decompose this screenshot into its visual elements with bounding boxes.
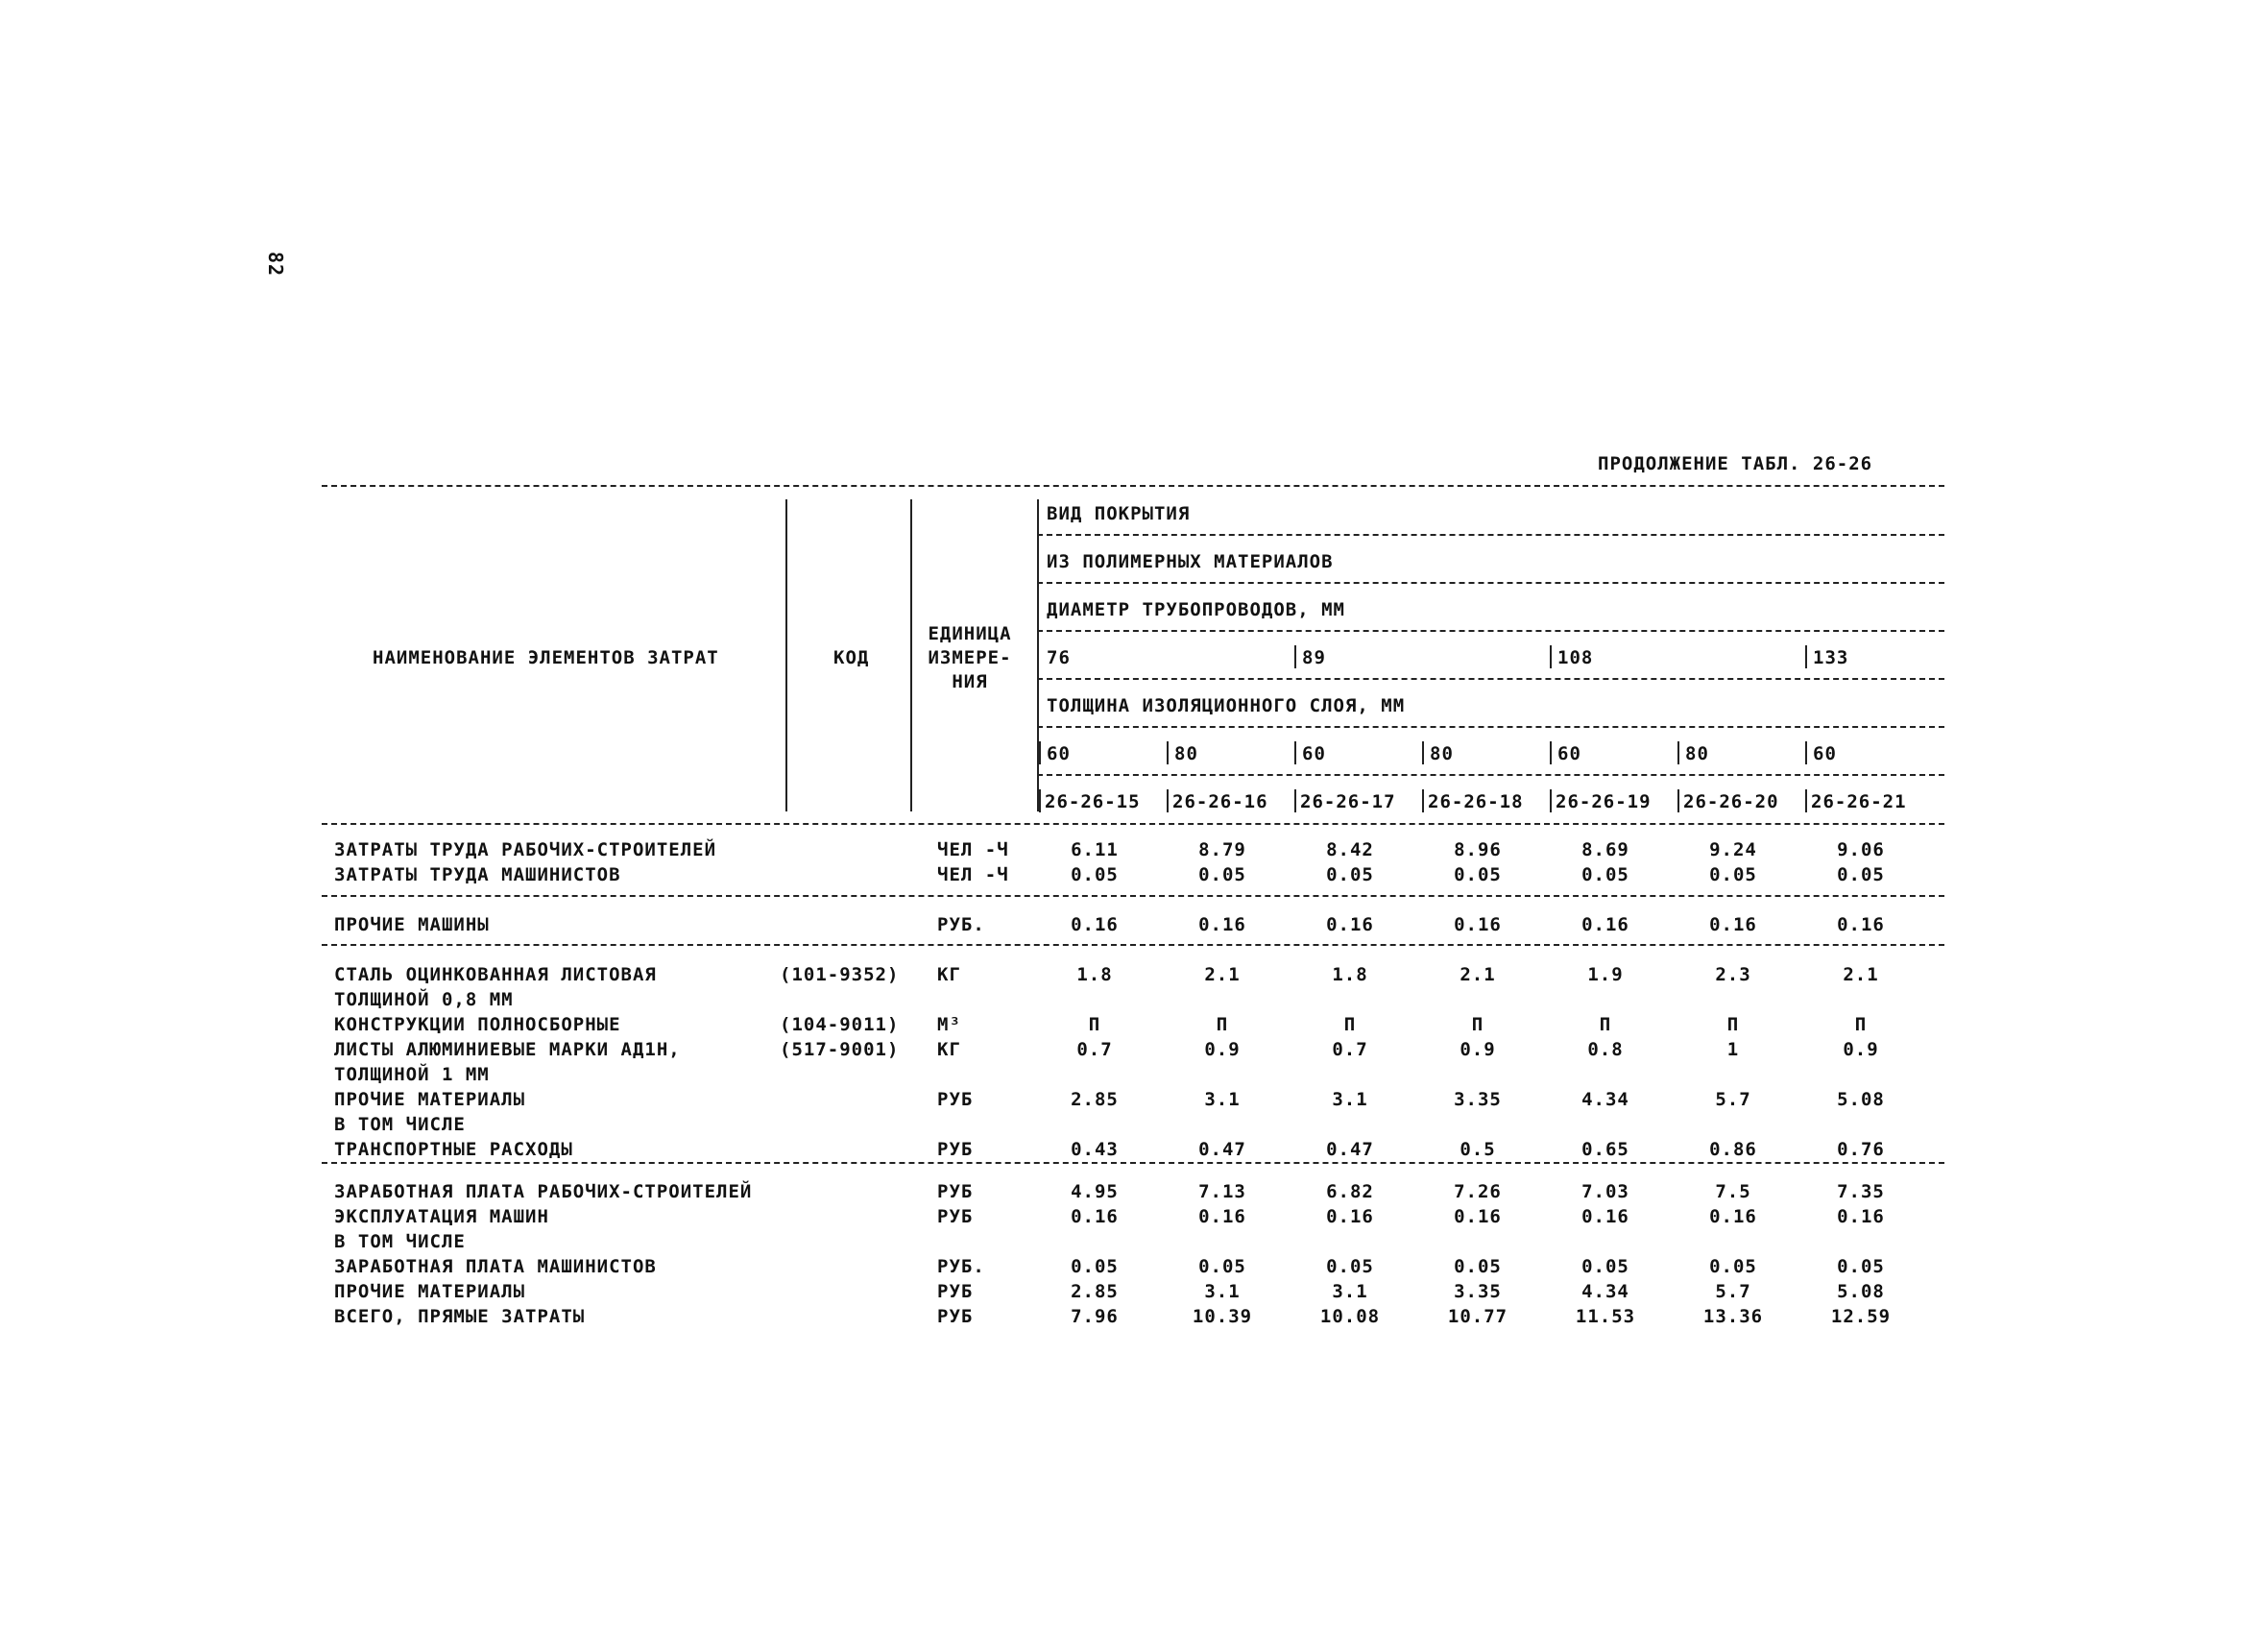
row-value: 3.35 xyxy=(1454,1281,1502,1302)
header-price-code: 26-26-18 xyxy=(1428,791,1524,812)
code-divider xyxy=(1039,789,1041,812)
row-value: П xyxy=(1216,1014,1229,1035)
row-value: 5.7 xyxy=(1715,1089,1751,1110)
row-value: 0.7 xyxy=(1332,1039,1368,1060)
thickness-divider xyxy=(1422,741,1424,764)
code-divider xyxy=(1422,789,1424,812)
row-name: СТАЛЬ ОЦИНКОВАННАЯ ЛИСТОВАЯ xyxy=(334,964,657,985)
row-unit: РУБ xyxy=(937,1139,974,1160)
header-rule-5 xyxy=(1037,726,1944,728)
row-value: 8.79 xyxy=(1198,839,1246,860)
row-value: 0.05 xyxy=(1071,1256,1119,1277)
header-thickness-value: 80 xyxy=(1685,743,1709,764)
row-name: ПРОЧИЕ МАТЕРИАЛЫ xyxy=(334,1281,526,1302)
row-value: 0.05 xyxy=(1326,864,1374,885)
row-value: П xyxy=(1343,1014,1357,1035)
row-value: 10.39 xyxy=(1192,1306,1253,1327)
row-name: В ТОМ ЧИСЛЕ xyxy=(334,1231,466,1252)
row-value: 12.59 xyxy=(1830,1306,1892,1327)
row-unit: КГ xyxy=(937,1039,961,1060)
row-value: 4.34 xyxy=(1581,1089,1629,1110)
row-unit: РУБ xyxy=(937,1181,974,1202)
row-value: 7.26 xyxy=(1454,1181,1502,1202)
code-divider xyxy=(1677,789,1679,812)
row-value: 0.76 xyxy=(1837,1139,1885,1160)
row-value: 0.16 xyxy=(1454,914,1502,935)
row-value: 2.1 xyxy=(1460,964,1496,985)
row-value: 0.65 xyxy=(1581,1139,1629,1160)
row-value: 3.1 xyxy=(1204,1281,1241,1302)
thickness-divider xyxy=(1039,741,1041,764)
diameter-divider xyxy=(1550,645,1552,668)
code-col-divider xyxy=(910,499,912,811)
row-value: 0.16 xyxy=(1709,1206,1757,1227)
header-rule-6 xyxy=(1037,774,1944,776)
row-value: 0.05 xyxy=(1837,864,1885,885)
header-thickness-value: 60 xyxy=(1813,743,1837,764)
row-name: ТОЛЩИНОЙ 0,8 ММ xyxy=(334,989,514,1010)
header-code: КОД xyxy=(833,647,870,668)
header-diameter-89: 89 xyxy=(1302,647,1326,668)
section-rule xyxy=(322,895,1944,897)
row-value: 0.9 xyxy=(1460,1039,1496,1060)
header-thickness-value: 60 xyxy=(1047,743,1071,764)
values-area-divider xyxy=(1037,499,1039,811)
code-divider xyxy=(1294,789,1296,812)
row-name: ВСЕГО, ПРЯМЫЕ ЗАТРАТЫ xyxy=(334,1306,586,1327)
code-divider xyxy=(1550,789,1552,812)
row-name: В ТОМ ЧИСЛЕ xyxy=(334,1114,466,1135)
thickness-divider xyxy=(1805,741,1807,764)
row-value: 1.8 xyxy=(1332,964,1368,985)
thickness-divider xyxy=(1167,741,1169,764)
row-value: 2.1 xyxy=(1843,964,1879,985)
header-name: НАИМЕНОВАНИЕ ЭЛЕМЕНТОВ ЗАТРАТ xyxy=(373,647,719,668)
row-value: 1.8 xyxy=(1076,964,1113,985)
row-value: 9.24 xyxy=(1709,839,1757,860)
row-value: 3.1 xyxy=(1204,1089,1241,1110)
row-value: 0.5 xyxy=(1460,1139,1496,1160)
header-thickness-value: 80 xyxy=(1174,743,1198,764)
header-rule-2 xyxy=(1037,582,1944,584)
row-value: 2.1 xyxy=(1204,964,1241,985)
row-value: 3.1 xyxy=(1332,1281,1368,1302)
row-unit: РУБ xyxy=(937,1281,974,1302)
page-number: 82 xyxy=(264,252,287,278)
table-top-rule xyxy=(322,485,1944,487)
row-value: 5.08 xyxy=(1837,1281,1885,1302)
row-value: 0.16 xyxy=(1581,914,1629,935)
row-unit: ЧЕЛ -Ч xyxy=(937,864,1009,885)
row-value: П xyxy=(1854,1014,1868,1035)
row-value: 0.16 xyxy=(1581,1206,1629,1227)
row-value: 5.7 xyxy=(1715,1281,1751,1302)
header-price-code: 26-26-19 xyxy=(1556,791,1652,812)
row-name: ЗАРАБОТНАЯ ПЛАТА МАШИНИСТОВ xyxy=(334,1256,657,1277)
header-cover-material: ИЗ ПОЛИМЕРНЫХ МАТЕРИАЛОВ xyxy=(1047,551,1334,572)
row-value: 1.9 xyxy=(1587,964,1624,985)
row-unit: РУБ xyxy=(937,1206,974,1227)
row-value: 0.05 xyxy=(1837,1256,1885,1277)
diameter-divider xyxy=(1805,645,1807,668)
row-value: 0.16 xyxy=(1198,914,1246,935)
row-value: 7.03 xyxy=(1581,1181,1629,1202)
row-value: 3.35 xyxy=(1454,1089,1502,1110)
row-value: 0.05 xyxy=(1454,1256,1502,1277)
row-value: 0.47 xyxy=(1198,1139,1246,1160)
row-value: 13.36 xyxy=(1702,1306,1764,1327)
row-value: 11.53 xyxy=(1575,1306,1636,1327)
row-name: ТОЛЩИНОЙ 1 ММ xyxy=(334,1064,490,1085)
row-value: 0.05 xyxy=(1454,864,1502,885)
header-thickness-label: ТОЛЩИНА ИЗОЛЯЦИОННОГО СЛОЯ, ММ xyxy=(1047,695,1406,716)
row-value: 3.1 xyxy=(1332,1089,1368,1110)
row-unit: РУБ xyxy=(937,1089,974,1110)
row-unit: РУБ. xyxy=(937,914,985,935)
row-value: 0.9 xyxy=(1204,1039,1241,1060)
code-divider xyxy=(1167,789,1169,812)
header-price-code: 26-26-17 xyxy=(1300,791,1396,812)
row-value: 10.08 xyxy=(1319,1306,1381,1327)
row-value: 8.42 xyxy=(1326,839,1374,860)
row-value: П xyxy=(1088,1014,1101,1035)
row-name: ЭКСПЛУАТАЦИЯ МАШИН xyxy=(334,1206,549,1227)
row-value: 2.85 xyxy=(1071,1089,1119,1110)
row-value: 0.16 xyxy=(1326,1206,1374,1227)
header-rule-3 xyxy=(1037,630,1944,632)
row-value: 0.16 xyxy=(1709,914,1757,935)
row-value: 0.16 xyxy=(1071,1206,1119,1227)
row-value: 0.16 xyxy=(1326,914,1374,935)
row-unit: М³ xyxy=(937,1014,961,1035)
row-value: 7.35 xyxy=(1837,1181,1885,1202)
header-thickness-value: 60 xyxy=(1302,743,1326,764)
row-value: 0.86 xyxy=(1709,1139,1757,1160)
header-diameter-76: 76 xyxy=(1047,647,1071,668)
row-value: 2.85 xyxy=(1071,1281,1119,1302)
row-unit: РУБ. xyxy=(937,1256,985,1277)
header-rule-4 xyxy=(1037,678,1944,680)
row-value: 7.5 xyxy=(1715,1181,1751,1202)
row-name: ЗАТРАТЫ ТРУДА МАШИНИСТОВ xyxy=(334,864,621,885)
section-rule xyxy=(322,944,1944,946)
header-price-code: 26-26-16 xyxy=(1172,791,1268,812)
row-value: П xyxy=(1726,1014,1740,1035)
row-name: ЗАРАБОТНАЯ ПЛАТА РАБОЧИХ-СТРОИТЕЛЕЙ xyxy=(334,1181,753,1202)
code-divider xyxy=(1805,789,1807,812)
row-value: 0.05 xyxy=(1198,864,1246,885)
row-value: 4.95 xyxy=(1071,1181,1119,1202)
header-unit-line-2: ИЗМЕРЕ- xyxy=(928,647,1012,668)
row-resource-code: (101-9352) xyxy=(780,964,900,985)
row-name: ПРОЧИЕ МАШИНЫ xyxy=(334,914,490,935)
row-value: 0.43 xyxy=(1071,1139,1119,1160)
row-name: ЗАТРАТЫ ТРУДА РАБОЧИХ-СТРОИТЕЛЕЙ xyxy=(334,839,717,860)
row-value: 0.7 xyxy=(1076,1039,1113,1060)
row-resource-code: (517-9001) xyxy=(780,1039,900,1060)
thickness-divider xyxy=(1677,741,1679,764)
row-name: КОНСТРУКЦИИ ПОЛНОСБОРНЫЕ xyxy=(334,1014,621,1035)
row-value: 2.3 xyxy=(1715,964,1751,985)
row-value: 0.05 xyxy=(1198,1256,1246,1277)
row-unit: КГ xyxy=(937,964,961,985)
section-rule xyxy=(322,1162,1944,1164)
row-value: 9.06 xyxy=(1837,839,1885,860)
header-unit-line-1: ЕДИНИЦА xyxy=(928,623,1012,644)
row-value: 8.69 xyxy=(1581,839,1629,860)
header-price-code: 26-26-20 xyxy=(1683,791,1779,812)
row-value: 0.05 xyxy=(1709,864,1757,885)
header-diameter-133: 133 xyxy=(1813,647,1849,668)
thickness-divider xyxy=(1550,741,1552,764)
table-caption: ПРОДОЛЖЕНИЕ ТАБЛ. 26-26 xyxy=(1598,453,1873,474)
row-unit: ЧЕЛ -Ч xyxy=(937,839,1009,860)
row-unit: РУБ xyxy=(937,1306,974,1327)
row-value: 0.16 xyxy=(1198,1206,1246,1227)
header-diameter-108: 108 xyxy=(1557,647,1594,668)
header-price-code: 26-26-15 xyxy=(1045,791,1141,812)
diameter-divider xyxy=(1294,645,1296,668)
row-value: 0.05 xyxy=(1581,1256,1629,1277)
row-value: 7.96 xyxy=(1071,1306,1119,1327)
row-value: П xyxy=(1599,1014,1612,1035)
row-value: 0.05 xyxy=(1326,1256,1374,1277)
header-rule-1 xyxy=(1037,534,1944,536)
row-value: 0.05 xyxy=(1581,864,1629,885)
row-value: 0.47 xyxy=(1326,1139,1374,1160)
row-name: ЛИСТЫ АЛЮМИНИЕВЫЕ МАРКИ АД1Н, xyxy=(334,1039,681,1060)
row-value: 10.77 xyxy=(1447,1306,1508,1327)
row-value: 5.08 xyxy=(1837,1089,1885,1110)
row-value: 4.34 xyxy=(1581,1281,1629,1302)
row-value: 6.11 xyxy=(1071,839,1119,860)
header-thickness-value: 80 xyxy=(1430,743,1454,764)
row-value: 0.16 xyxy=(1837,914,1885,935)
name-col-divider xyxy=(785,499,787,811)
row-value: 7.13 xyxy=(1198,1181,1246,1202)
row-value: 0.16 xyxy=(1837,1206,1885,1227)
row-value: 1 xyxy=(1726,1039,1740,1060)
header-price-code: 26-26-21 xyxy=(1811,791,1907,812)
header-thickness-value: 60 xyxy=(1557,743,1581,764)
row-name: ПРОЧИЕ МАТЕРИАЛЫ xyxy=(334,1089,526,1110)
header-cover-type: ВИД ПОКРЫТИЯ xyxy=(1047,503,1191,524)
row-value: П xyxy=(1471,1014,1484,1035)
header-bottom-rule xyxy=(322,823,1944,825)
row-value: 0.16 xyxy=(1454,1206,1502,1227)
thickness-divider xyxy=(1294,741,1296,764)
row-name: ТРАНСПОРТНЫЕ РАСХОДЫ xyxy=(334,1139,573,1160)
row-value: 0.16 xyxy=(1071,914,1119,935)
row-resource-code: (104-9011) xyxy=(780,1014,900,1035)
row-value: 0.05 xyxy=(1709,1256,1757,1277)
header-unit-line-3: НИЯ xyxy=(952,671,988,692)
row-value: 0.8 xyxy=(1587,1039,1624,1060)
row-value: 8.96 xyxy=(1454,839,1502,860)
header-diameter-label: ДИАМЕТР ТРУБОПРОВОДОВ, ММ xyxy=(1047,599,1345,620)
row-value: 6.82 xyxy=(1326,1181,1374,1202)
row-value: 0.9 xyxy=(1843,1039,1879,1060)
row-value: 0.05 xyxy=(1071,864,1119,885)
